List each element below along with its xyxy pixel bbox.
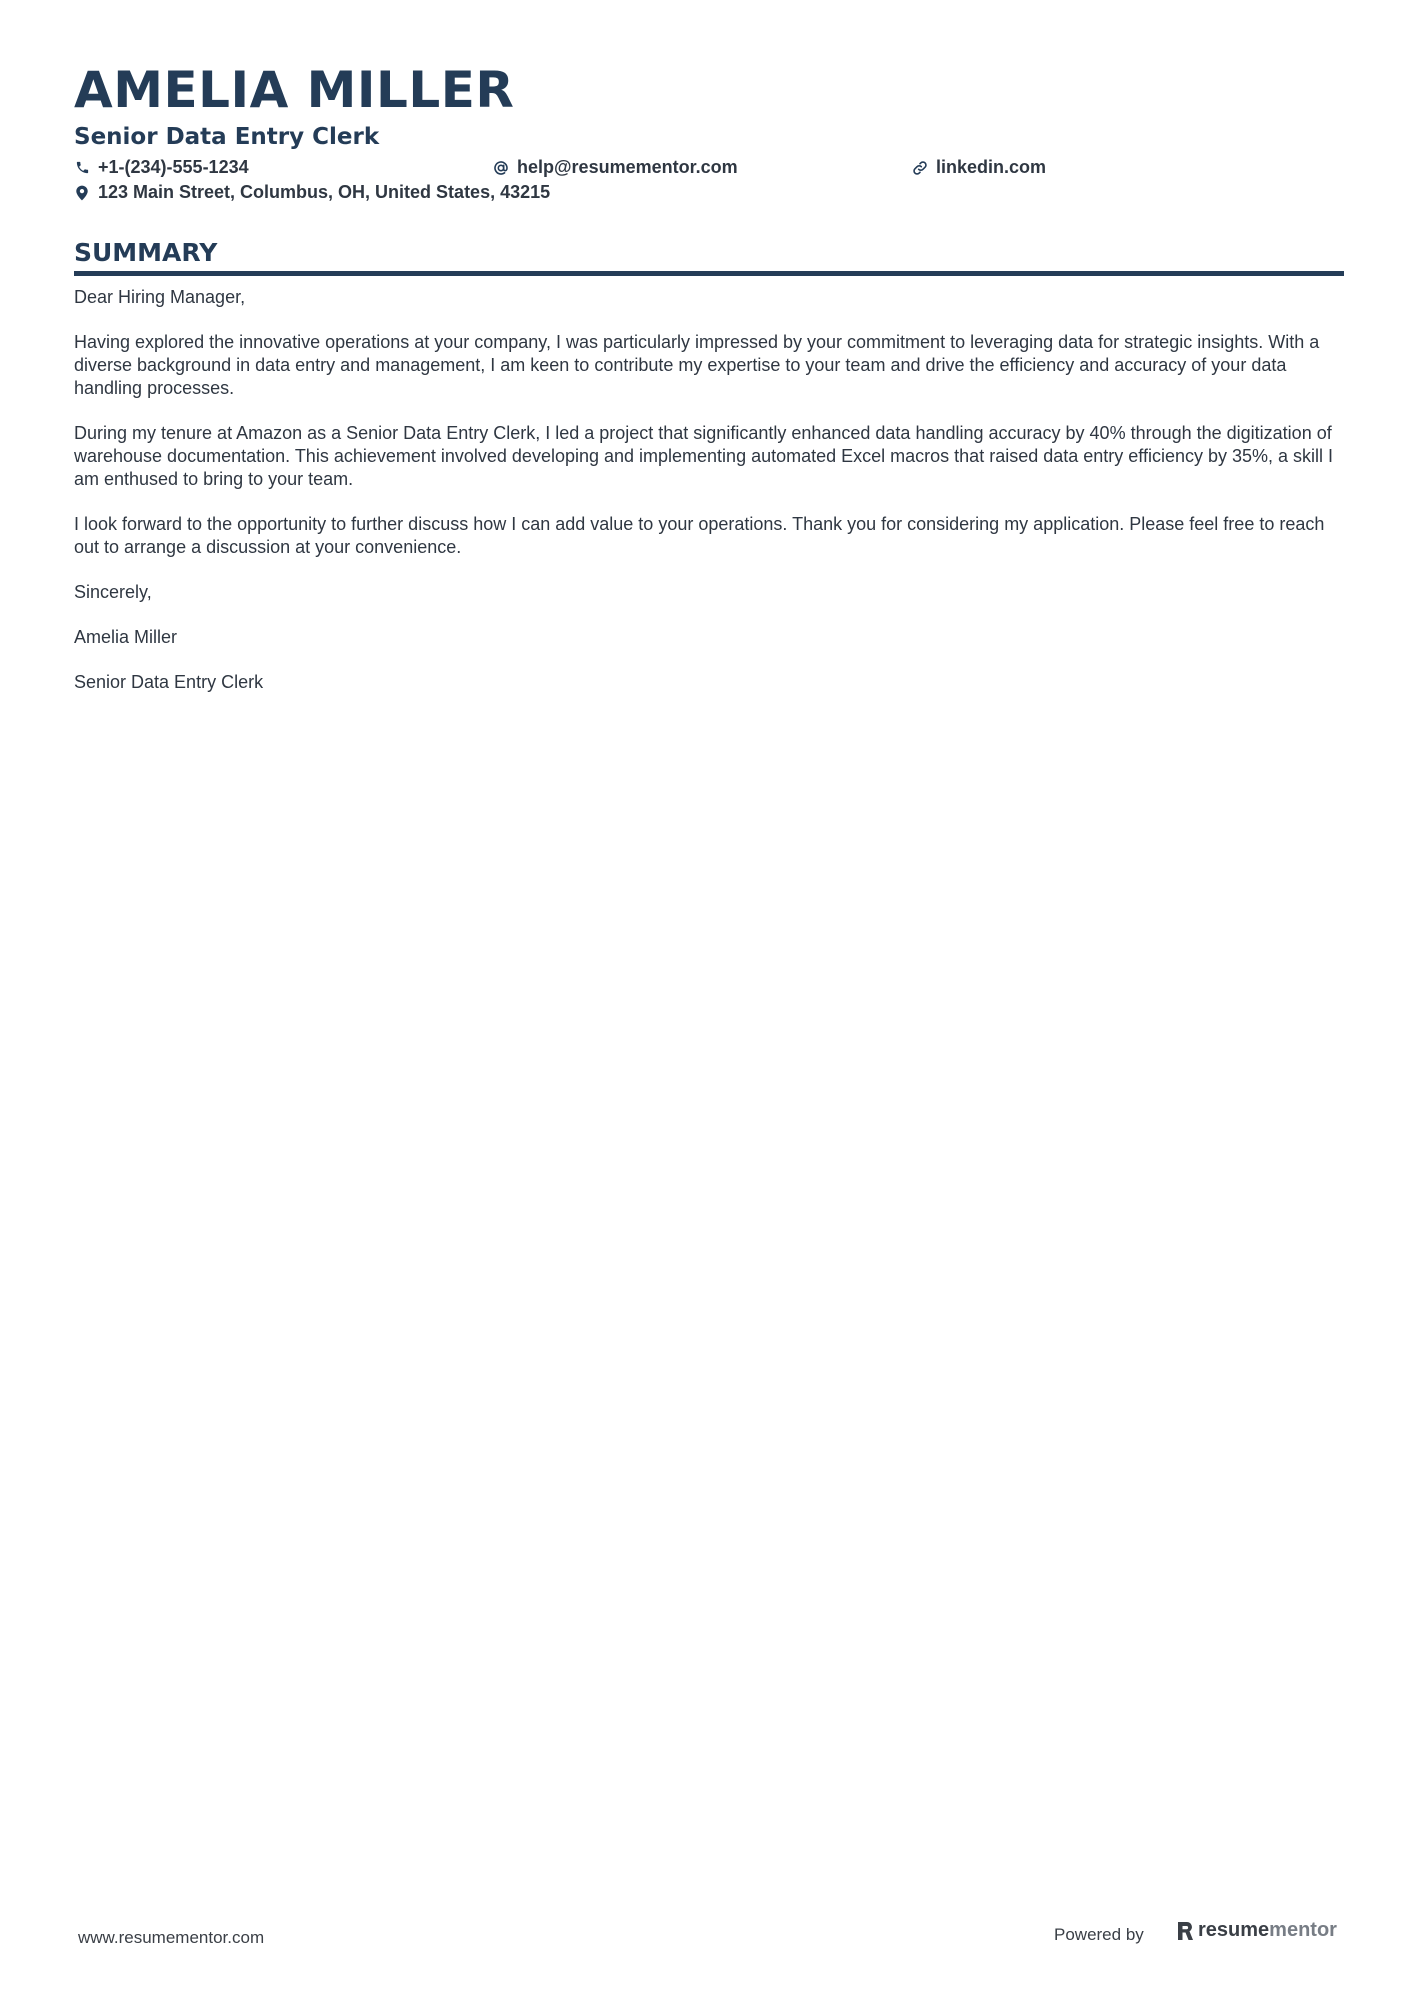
brand-name-part1: resume — [1198, 1919, 1270, 1941]
letter-closing: Sincerely, — [74, 582, 152, 602]
contact-phone-text: +1-(234)-555-1234 — [98, 157, 249, 177]
contact-email-text: help@resumementor.com — [517, 157, 738, 177]
summary-heading: SUMMARY — [74, 237, 1344, 276]
letter-paragraph: I look forward to the opportunity to further discuss how I can add value to your operations. Thank you for considering my application. Please feel free to reach out to arrange a discussion at your convenience. — [74, 514, 1325, 557]
signature-title: Senior Data Entry Clerk — [74, 672, 264, 692]
letter-paragraph: Having explored the innovative operations at your company, I was particularly impressed by your commitment to leveraging data for strategic insights. With a diverse background in data entry and management, I am keen to contribute my expertise to your team and drive the efficiency and accuracy of your data handling processes. — [74, 332, 1320, 398]
brand-name-part2: mentor — [1269, 1919, 1337, 1941]
resumementor-logo-icon — [1176, 1920, 1194, 1942]
contact-address — [74, 182, 550, 203]
contact-row-address — [74, 180, 1344, 205]
contact-phone[interactable] — [74, 157, 493, 178]
letter-greeting: Dear Hiring Manager, — [74, 287, 246, 307]
applicant-title: Senior Data Entry Clerk — [74, 124, 380, 150]
phone-icon — [74, 160, 90, 176]
contact-email[interactable] — [493, 157, 912, 178]
cover-letter-page — [74, 60, 1344, 716]
at-icon — [493, 160, 509, 176]
signature-name: Amelia Miller — [74, 627, 178, 647]
contact-address-text: 123 Main Street, Columbus, OH, United States, 43215 — [98, 182, 551, 202]
letter-paragraph: During my tenure at Amazon as a Senior Data Entry Clerk, I led a project that significantly enhanced data handling accuracy by 40% through the digitization of warehouse documentation. This achievement involved developing and implementing automated Excel macros that raised data entry efficiency by 35%, a skill I am enthused to bring to your team. — [74, 423, 1334, 489]
letter-body — [74, 286, 1344, 694]
contact-row-primary — [74, 155, 1344, 180]
link-icon — [912, 160, 928, 176]
contact-website[interactable] — [912, 157, 1046, 178]
contact-website-text: linkedin.com — [936, 157, 1047, 177]
location-pin-icon — [74, 185, 90, 201]
footer-powered-by: Powered by — [1054, 1925, 1144, 1944]
footer-website-link[interactable]: www.resumementor.com — [78, 1928, 265, 1947]
applicant-name: AMELIA MILLER — [74, 61, 515, 119]
footer-brand-logo[interactable] — [1176, 1919, 1337, 1942]
